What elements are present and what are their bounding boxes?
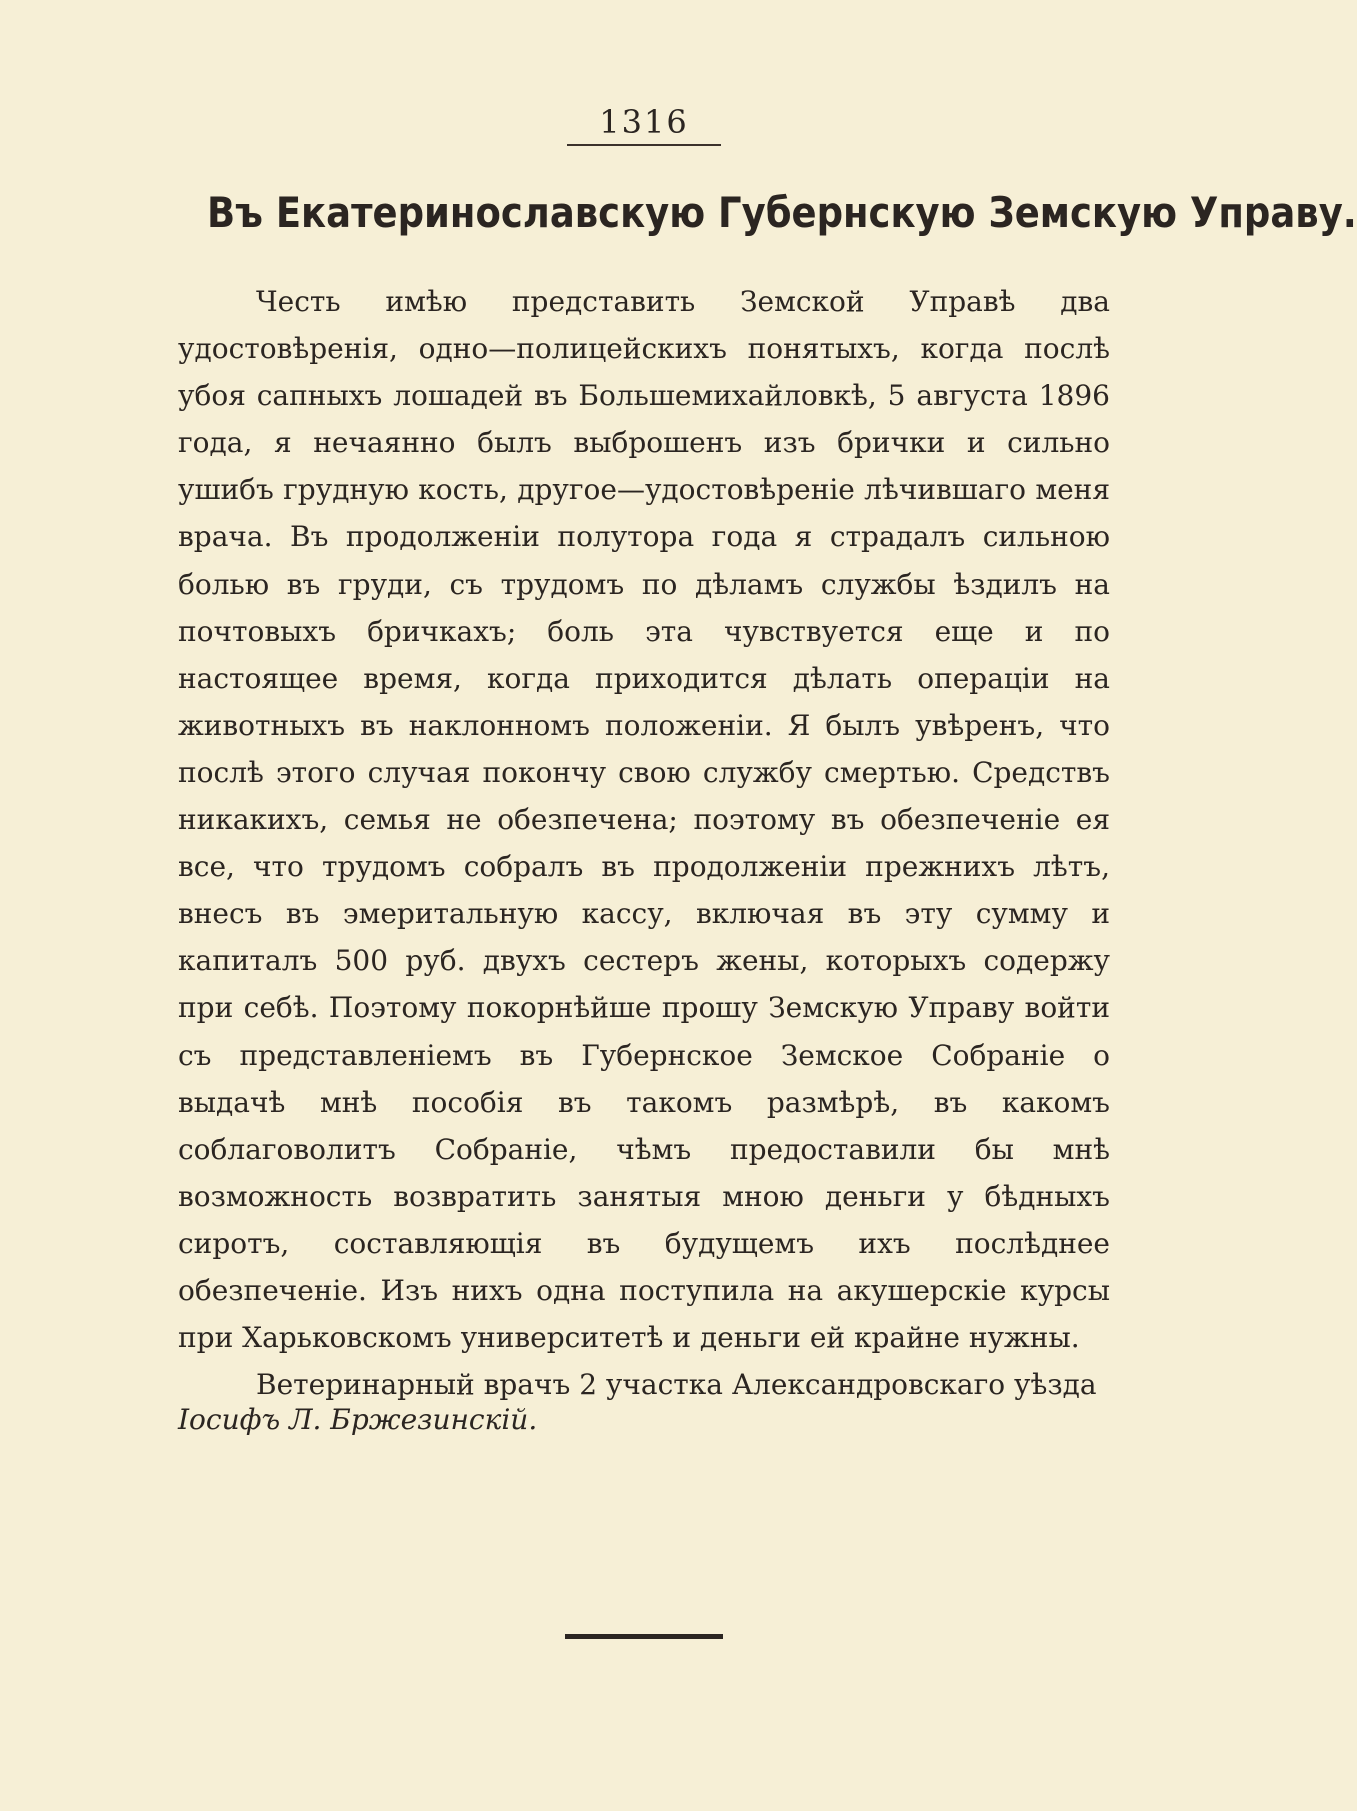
body-text bbox=[178, 278, 1110, 1408]
signature-name: Іосифъ Л. Бржезинскій. bbox=[178, 1403, 538, 1436]
document-heading: Въ Екатеринославскую Губернскую Земскую Управу. bbox=[207, 188, 1357, 237]
body-paragraph: Честь имѣю представить Земской Управѣ два удостовѣренія, одно—полицейскихъ понятыхъ, когда послѣ убоя сапныхъ лошадей въ Большемихайловкѣ, 5 августа 1896 года, я нечаянно былъ выброшенъ изъ брички и сильно ушибъ грудную кость, другое—удостовѣреніе лѣчившаго меня врача. Въ продолженіи полутора года я страдалъ сильною болью въ груди, съ трудомъ по дѣламъ службы ѣздилъ на почтовыхъ бричкахъ; боль эта чувствуется еще и по настоящее время, когда приходится дѣлать операціи на животныхъ въ наклонномъ положеніи. Я былъ увѣренъ, что послѣ этого случая покончу свою службу смертью. Средствъ никакихъ, семья не обезпечена; поэтому въ обезпеченіе ея все, что трудомъ собралъ въ продолженіи прежнихъ лѣтъ, внесъ въ эмеритальную кассу, включая въ эту сумму и капиталъ 500 руб. двухъ сестеръ жены, которыхъ содержу при себѣ. Поэтому покорнѣйше прошу Земскую Управу войти съ представленіемъ въ Губернское Земское Собраніе о выдачѣ мнѣ пособія въ такомъ размѣрѣ, въ какомъ соблаговолитъ Собраніе, чѣмъ предоставили бы мнѣ возможность возвратить занятыя мною деньги у бѣдныхъ сиротъ, составляющія въ будущемъ ихъ послѣднее обезпеченіе. Изъ нихъ одна поступила на акушерскіе курсы при Харьковскомъ университетѣ и деньги ей крайне нужны. bbox=[178, 285, 1110, 1355]
page-number: 1316 bbox=[599, 103, 689, 141]
end-divider bbox=[565, 1634, 723, 1639]
page-number-underline bbox=[567, 144, 721, 146]
signature-line: Ветеринарный врачъ 2 участка Александровскаго уѣзда bbox=[256, 1368, 1097, 1402]
